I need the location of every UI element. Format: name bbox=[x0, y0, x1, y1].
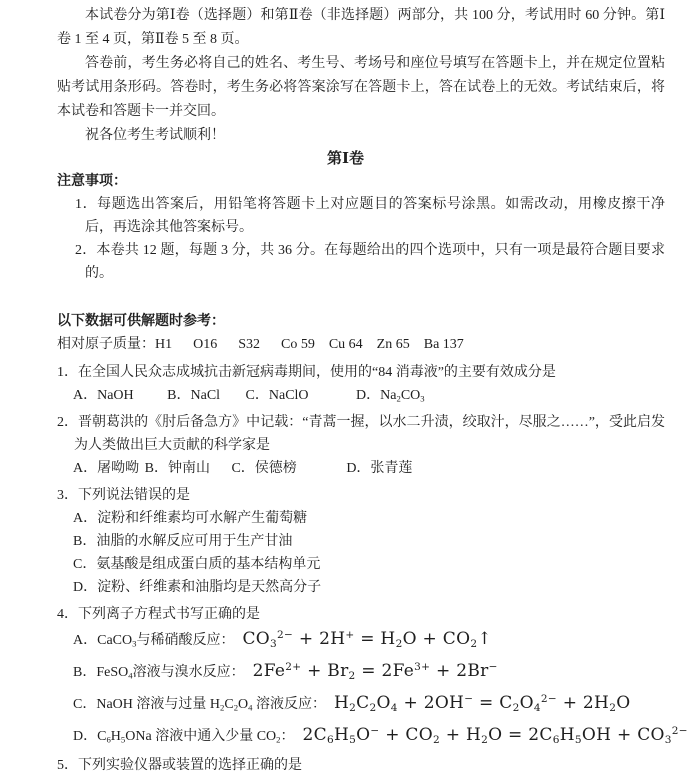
question-5-stem: 5．下列实验仪器或装置的选择正确的是 bbox=[57, 758, 302, 773]
atomic-mass-line: 相对原子质量：H1 O16 S32 Co 59 Cu 64 Zn 65 Ba 137 bbox=[57, 337, 464, 352]
question-4-option-b bbox=[73, 658, 665, 686]
option-label: B．FeSO$_4$溶液与溴水反应： bbox=[73, 665, 245, 681]
intro-paragraph-1: 本试卷分为第Ⅰ卷（选择题）和第Ⅱ卷（非选择题）两部分，共 100 分，考试用时 60 分钟。第Ⅰ卷 1 至 4 页，第Ⅱ卷 5 至 8 页。 bbox=[57, 8, 665, 47]
notice-item-1: 1．每题选出答案后，用铅笔将答题卡上对应题目的答案标号涂黑。如需改动，用橡皮擦干净后，再选涂其他答案标号。 bbox=[75, 197, 665, 235]
question-3-option-c: C．氨基酸是组成蛋白质的基本结构单元 bbox=[73, 557, 321, 572]
question-1-option-a: A．NaOH bbox=[73, 388, 134, 403]
part1-title: 第Ⅰ卷 bbox=[326, 151, 365, 167]
question-5 bbox=[57, 754, 665, 777]
question-3 bbox=[57, 484, 665, 599]
question-1-options bbox=[73, 384, 665, 407]
question-2-option-a: A．屠呦呦 bbox=[73, 461, 140, 476]
question-4 bbox=[57, 603, 688, 750]
question-1-stem: 1．在全国人民众志成城抗击新冠病毒期间，使用的“84 消毒液”的主要有效成分是 bbox=[57, 365, 556, 380]
question-4-option-c bbox=[73, 690, 665, 718]
option-label: C．NaOH 溶液与过量 $H_2C_2O_4$ 溶液反应： bbox=[73, 697, 326, 713]
ionic-equation: $H_2C_2O_4 + 2OH^- = C_2O_4^{2-} + 2H_2O$ bbox=[334, 692, 631, 714]
question-2 bbox=[57, 411, 665, 480]
question-4-option-a bbox=[73, 626, 665, 654]
question-2-options bbox=[73, 457, 665, 480]
question-2-stem: 2．晋朝葛洪的《肘后备急方》中记载：“青蒿一握，以水二升渍，绞取汁，尽服之……”，受此启发为人类做出巨大贡献的科学家是 bbox=[57, 415, 665, 453]
data-reference-heading: 以下数据可供解题时参考： bbox=[57, 314, 225, 329]
option-label: A．CaCO$_3$与稀硝酸反应： bbox=[73, 633, 235, 649]
question-2-option-d: D．张青莲 bbox=[346, 461, 413, 476]
question-1-option-c: C．NaClO bbox=[245, 388, 309, 403]
question-2-option-b: B．钟南山 bbox=[144, 461, 210, 476]
question-3-option-d: D．淀粉、纤维素和油脂均是天然高分子 bbox=[73, 580, 322, 595]
question-3-option-a: A．淀粉和纤维素均可水解产生葡萄糖 bbox=[73, 511, 308, 526]
question-3-option-b: B．油脂的水解反应可用于生产甘油 bbox=[73, 534, 293, 549]
ionic-equation: $CO_3^{2-} + 2H^+ = H_2O$ + $CO_2↑$ bbox=[242, 628, 492, 650]
question-1-option-d: D．$Na_2CO_3$ bbox=[356, 388, 425, 404]
intro-paragraph-2: 答卷前，考生务必将自己的姓名、考生号、考场号和座位号填写在答题卡上，并在规定位置粘贴考试用条形码。答卷时，考生务必将答案涂写在答题卡上，答在试卷上的无效。考试结束后，将本试卷和答题卡一并交回。 bbox=[57, 56, 665, 119]
ionic-equation: $2Fe^{2+} + Br_2 = 2Fe^{3+} + 2Br^-$ bbox=[252, 660, 498, 682]
question-3-stem: 3．下列说法错误的是 bbox=[57, 488, 190, 503]
wish-line: 祝各位考生考试顺利！ bbox=[85, 128, 225, 143]
question-1-option-b: B．NaCl bbox=[167, 388, 221, 403]
option-label: D．$C_6H_5ONa$ 溶液中通入少量 $CO_2$： bbox=[73, 729, 295, 745]
question-4-option-d bbox=[73, 722, 688, 750]
ionic-equation: $2C_6H_5O^- + CO_2 + H_2O = 2C_6H_5OH + CO_3^{2-}$ bbox=[302, 724, 688, 746]
question-2-option-c: C．侯德榜 bbox=[231, 461, 297, 476]
question-4-stem: 4．下列离子方程式书写正确的是 bbox=[57, 607, 260, 622]
notice-heading: 注意事项： bbox=[57, 174, 127, 189]
question-1 bbox=[57, 361, 665, 407]
notice-item-2: 2．本卷共 12 题，每题 3 分，共 36 分。在每题给出的四个选项中，只有一项是最符合题目要求的。 bbox=[75, 243, 665, 281]
